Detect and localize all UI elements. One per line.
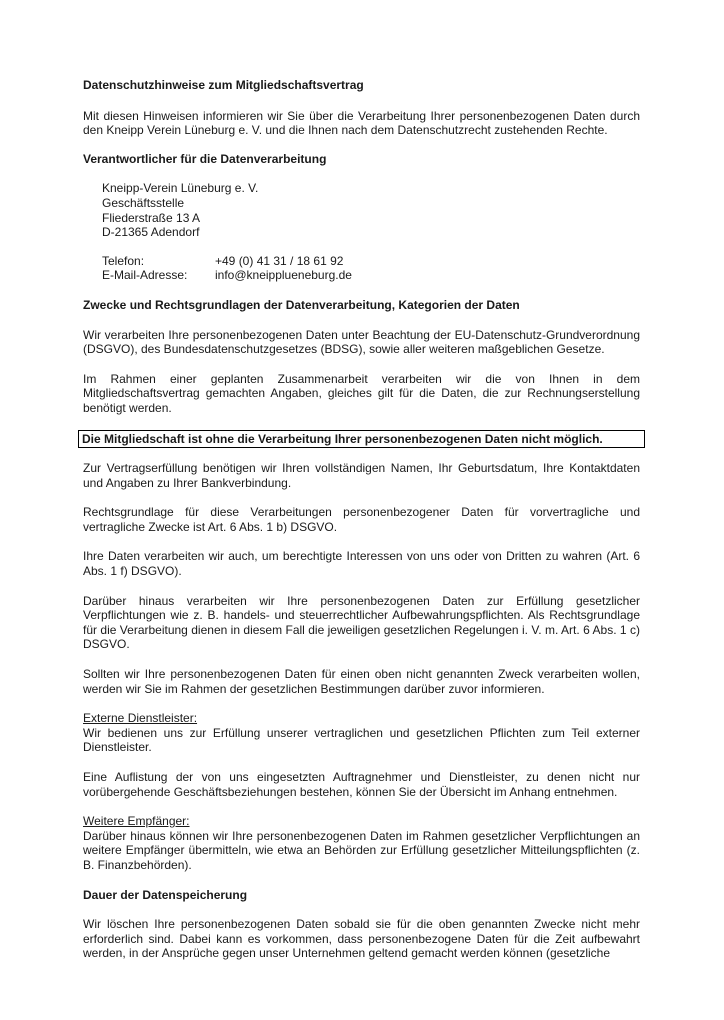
purposes-paragraph-2: Im Rahmen einer geplanten Zusammenarbeit verarbeiten wir die von Ihnen in dem Mitgliedschaftsvertrag gemachten Angaben, gleiches gilt für die Daten, die zur Rechnungserstellung benötigt werden.: [83, 371, 640, 415]
document-page: [83, 78, 640, 961]
purposes-paragraph-3: Zur Vertragserfüllung benötigen wir Ihren vollständigen Namen, Ihr Geburtsdatum, Ihre Kontaktdaten und Angaben zu Ihrer Bankverbindung.: [83, 461, 640, 490]
controller-heading: Verantwortlicher für die Datenverarbeitung: [83, 151, 327, 166]
phone-label: Telefon:: [102, 253, 145, 268]
purposes-paragraph-1: Wir verarbeiten Ihre personenbezogenen Daten unter Beachtung der EU-Datenschutz-Grundverordnung (DSGVO), des Bundesdatenschutzgesetzes (BDSG), sowie aller weiteren maßgeblichen Gesetze.: [83, 327, 640, 357]
storage-paragraph: Wir löschen Ihre personenbezogenen Daten sobald sie für die oben genannten Zwecke nicht mehr erforderlich sind. Dabei kann es vorkommen, dass personenbezogene Daten für die Zeit aufbewahrt werden, in der Ansprüche gegen unser Unternehmen geltend gemacht werden können (gesetzliche: [83, 917, 640, 961]
email-label: E-Mail-Adresse:: [102, 268, 188, 283]
purposes-paragraph-4: Rechtsgrundlage für diese Verarbeitungen personenbezogener Daten für vorvertragliche und vertragliche Zwecke ist Art. 6 Abs. 1 b) DSGVO.: [83, 505, 640, 534]
address-line: Kneipp-Verein Lüneburg e. V.: [102, 181, 259, 196]
storage-heading: Dauer der Datenspeicherung: [83, 887, 248, 902]
purposes-paragraph-6: Darüber hinaus verarbeiten wir Ihre personenbezogenen Daten zur Erfüllung gesetzlicher Verpflichtungen wie z. B. handels- und steuerrechtlicher Aufbewahrungspflichten. Als Rechtsgrundlage für die Verarbeitung dienen in diesem Fall die jeweiligen gesetzlichen Regelungen i. V. m. Art. 6 Abs. 1 c) DSGVO.: [83, 593, 640, 652]
purposes-paragraph-7: Sollten wir Ihre personenbezogenen Daten für einen oben nicht genannten Zweck verarbeiten wollen, werden wir Sie im Rahmen der gesetzlichen Bestimmungen darüber zuvor informieren.: [83, 667, 640, 696]
phone-row: [102, 254, 640, 269]
external-providers-paragraph-2: Eine Auflistung der von uns eingesetzten Auftragnehmer und Dienstleister, zu denen nicht nur vorübergehende Geschäftsbeziehungen bestehen, können Sie der Übersicht im Anhang entnehmen.: [83, 770, 640, 799]
email-value: info@kneipplueneburg.de: [215, 268, 352, 283]
external-providers-heading: Externe Dienstleister:: [83, 711, 198, 726]
membership-notice-box: Die Mitgliedschaft ist ohne die Verarbeitung Ihrer personenbezogenen Daten nicht möglich.: [78, 430, 645, 449]
document-title: Datenschutzhinweise zum Mitgliedschaftsvertrag: [83, 78, 364, 92]
further-recipients-paragraph: Darüber hinaus können wir Ihre personenbezogenen Daten im Rahmen gesetzlicher Verpflichtungen an weitere Empfänger übermitteln, wie etwa an Behörden zur Erfüllung gesetzlicher Mitteilungspflichten (z. B. Finanzbehörden).: [83, 828, 640, 872]
controller-contact: [83, 254, 640, 283]
address-line: Geschäftsstelle: [102, 195, 185, 210]
controller-address: [83, 181, 640, 239]
purposes-heading: Zwecke und Rechtsgrundlagen der Datenverarbeitung, Kategorien der Daten: [83, 297, 520, 312]
email-row: [102, 268, 640, 283]
further-recipients-heading: Weitere Empfänger:: [83, 814, 190, 829]
purposes-paragraph-5: Ihre Daten verarbeiten wir auch, um berechtigte Interessen von uns oder von Dritten zu wahren (Art. 6 Abs. 1 f) DSGVO).: [83, 549, 640, 579]
phone-value: +49 (0) 41 31 / 18 61 92: [215, 253, 344, 268]
external-providers-paragraph-1: Wir bedienen uns zur Erfüllung unserer vertraglichen und gesetzlichen Pflichten zum Teil externer Dienstleister.: [83, 725, 640, 755]
intro-paragraph: Mit diesen Hinweisen informieren wir Sie über die Verarbeitung Ihrer personenbezogenen Daten durch den Kneipp Verein Lüneburg e. V. und die Ihnen nach dem Datenschutzrecht zustehenden Rechte.: [83, 108, 640, 138]
address-line: Fliederstraße 13 A: [102, 210, 201, 225]
address-line: D-21365 Adendorf: [102, 225, 200, 240]
